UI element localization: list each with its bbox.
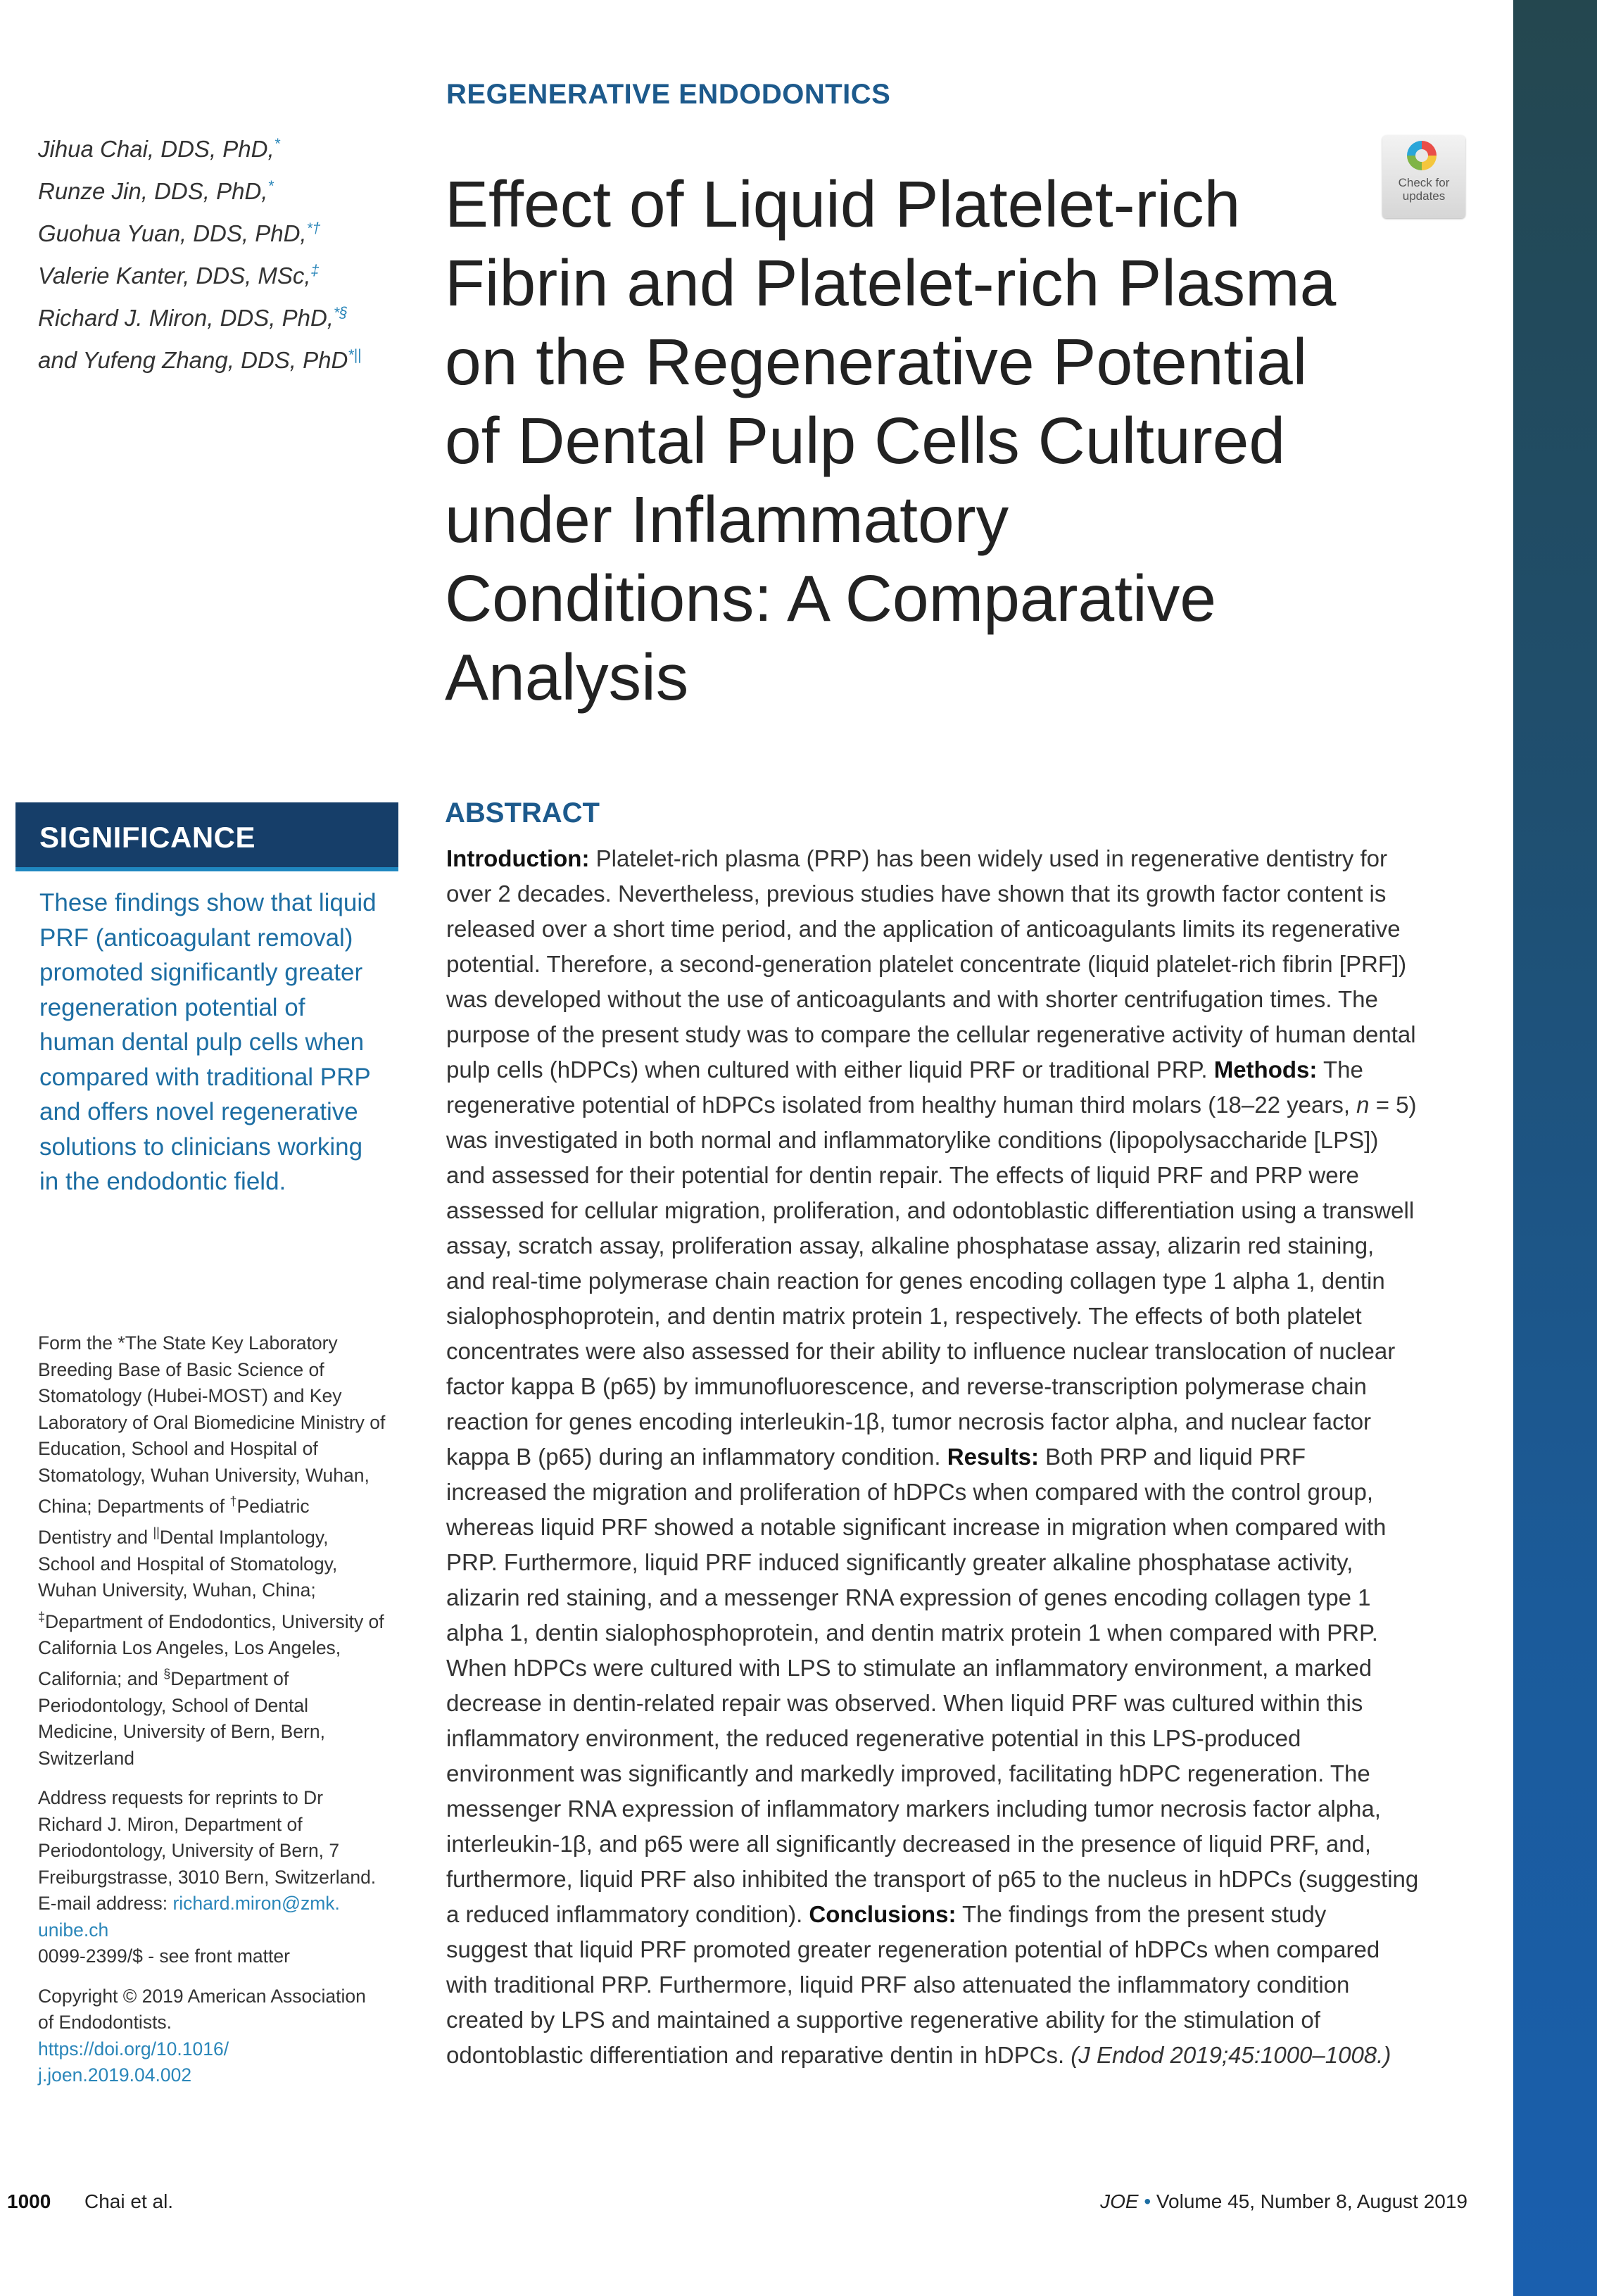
affiliation-text: Stomatology, Wuhan University, Wuhan, [38,1464,370,1486]
abstract-line [446,1967,1467,2002]
abstract-section-label: Methods: [1213,1056,1318,1083]
abstract-text: and assessed for their potential for dentin repair. The effects of liquid PRF and PRP were [446,1162,1359,1188]
title-line: Conditions: A Comparative [445,562,1216,636]
title-line: on the Regenerative Potential [445,325,1308,399]
abstract-line [446,1404,1467,1439]
abstract-italic: (J Endod 2019;45:1000–1008.) [1071,2042,1391,2068]
affiliation-text: Periodontology, University of Bern, 7 [38,1840,340,1862]
link-text[interactable]: j.joen.2019.04.002 [38,2064,192,2086]
abstract-text: assay, scratch assay, proliferation assay, alkaline phosphatase assay, alizarin red staining, [446,1232,1375,1259]
journal-name: JOE [1100,2190,1139,2212]
abstract-line [446,1087,1467,1123]
issue-info: Volume 45, Number 8, August 2019 [1156,2190,1467,2212]
affiliation-marker: *|| [348,347,362,363]
page-number: 1000 [7,2190,51,2212]
affiliation-text: Laboratory of Oral Biomedicine Ministry of [38,1411,386,1433]
abstract-text: potential. Therefore, a second-generation platelet concentrate (liquid platelet-rich fibrin [PRF]) [446,951,1407,977]
abstract-section-label: Conclusions: [809,1901,957,1927]
author-name: Valerie Kanter, DDS, MSc,‡ [38,263,320,289]
abstract-text: reaction for genes encoding interleukin-1β, tumor necrosis factor alpha, and nuclear factor [446,1408,1372,1434]
affiliation-line [38,1719,404,1746]
journal-color-band [1513,0,1597,2296]
affiliation-line [38,1489,404,1520]
affiliation-text: Education, School and Hospital of [38,1438,318,1459]
abstract-text: furthermore, liquid PRF also inhibited the transport of p65 to the nucleus in hDPCs (suggesting [446,1866,1419,1892]
journal-issue-line [1100,2190,1467,2213]
abstract-section-label: Introduction: [446,845,590,871]
abstract-line [446,1510,1467,1545]
title-line: of Dental Pulp Cells Cultured [445,404,1286,478]
link-text[interactable]: https://doi.org/10.1016/ [38,2038,229,2060]
check-for-updates-badge[interactable] [1382,135,1465,218]
abstract-heading: ABSTRACT [445,797,600,828]
abstract-line [446,1158,1467,1193]
title-line: Effect of Liquid Platelet-rich [445,168,1241,241]
affiliation-line [38,1330,404,1357]
badge-label: Check for updates [1398,176,1450,203]
author-list [38,125,418,379]
abstract-line [446,1827,1467,1862]
affiliation-text: Breeding Base of Basic Science of [38,1358,324,1380]
author-name: Jihua Chai, DDS, PhD,* [38,136,280,162]
affiliation-line [38,1983,404,2010]
abstract-text: suggest that liquid PRF promoted greater regeneration potential of hDPCs when compared [446,1936,1380,1962]
abstract-text: over 2 decades. Nevertheless, previous studies have shown that its growth factor content is [446,881,1387,907]
abstract-line [446,1862,1467,1897]
abstract-text: concentrates were also assessed for their ability to influence nuclear translocation of nuclear [446,1338,1396,1364]
abstract-section-label: Results: [947,1444,1039,1470]
abstract-line [446,1686,1467,1721]
affiliation-text: Dental Implantology, [159,1527,329,1548]
abstract-text: factor kappa B (p65) by immunofluorescence, and reverse-transcription polymerase chain [446,1373,1367,1399]
abstract-line [446,1263,1467,1299]
affiliation-line [38,1917,404,1944]
affiliation-marker: *§ [333,305,348,321]
affiliation-text: Address requests for reprints to Dr [38,1787,324,1809]
abstract-text: decrease in dentin-related repair was observed. When liquid PRF was cultured within this [446,1690,1363,1716]
abstract-text: alpha 1, dentin sialophosphoprotein, and dentin matrix protein 1 when compared with PRP. [446,1620,1378,1646]
affiliation-line [38,1551,404,1578]
affiliation-line [38,1746,404,1772]
abstract-text: assessed for cellular migration, proliferation, and odontoblastic differentiation using a transwell [446,1197,1415,1223]
affiliation-line [38,1785,404,1812]
abstract-line [446,2038,1467,2073]
affiliation-text: Copyright © 2019 American Association [38,1985,366,2007]
affiliation-marker: *† [306,220,321,236]
significance-line: and offers novel regenerative [39,1098,358,1125]
affiliation-text: Form the *The State Key Laboratory [38,1332,338,1354]
affiliation-text: Department of Endodontics, University of [45,1610,384,1632]
abstract-text: The findings from the present study [956,1901,1327,1927]
abstract-text: Both PRP and liquid PRF [1038,1444,1306,1470]
abstract-text: environment was significantly and markedly improved, facilitating hDPC regeneration. The [446,1760,1370,1786]
footnote-marker: ‡ [38,1609,46,1624]
abstract-text: When hDPCs were cultured with LPS to stimulate an inflammatory environment, a marked [446,1655,1372,1681]
abstract-text: alizarin red staining, and a messenger RNA expression of genes encoding collagen type 1 [446,1584,1371,1610]
abstract-line [446,1439,1467,1475]
significance-text [39,885,398,1199]
article-title [445,165,1360,717]
affiliation-line [38,1357,404,1384]
footnote-marker: § [163,1667,171,1682]
affiliation-line [38,1520,404,1551]
affiliation-text: E-mail address: [38,1893,173,1915]
abstract-line [446,1545,1467,1580]
affiliation-line [38,1661,404,1692]
abstract-text: inflammatory environment, the reduced regenerative potential in this LPS-produced [446,1725,1301,1751]
paragraph-gap [38,1970,404,1983]
significance-line: solutions to clinicians working [39,1133,363,1161]
affiliation-line [38,1865,404,1891]
link-text[interactable]: unibe.ch [38,1919,109,1941]
title-line: Analysis [445,641,689,714]
running-author: Chai et al. [84,2190,174,2212]
abstract-line [446,1721,1467,1756]
paragraph-gap [38,1772,404,1785]
affiliation-text: Periodontology, School of Dental [38,1694,309,1716]
affiliation-text: Richard J. Miron, Department of [38,1813,303,1835]
affiliation-line [38,2062,404,2089]
author-name: Guohua Yuan, DDS, PhD,*† [38,220,321,246]
abstract-line [446,1651,1467,1686]
significance-line: PRF (anticoagulant removal) [39,923,353,952]
significance-line: regeneration potential of [39,993,305,1021]
affiliation-line [38,1604,404,1635]
abstract-line [446,1791,1467,1827]
affiliation-line [38,1577,404,1604]
affiliation-marker: ‡ [310,263,320,279]
affiliation-line [38,1812,404,1838]
link-text[interactable]: richard.miron@zmk. [172,1893,340,1915]
affiliation-line [38,1463,404,1489]
abstract-line [446,1932,1467,1967]
abstract-line [446,1615,1467,1651]
abstract-text: kappa B (p65) during an inflammatory condition. [446,1444,947,1470]
affiliation-line [38,1383,404,1410]
abstract-text: The [1317,1056,1363,1083]
author-name: Runze Jin, DDS, PhD,* [38,178,274,204]
affiliation-line [38,1436,404,1463]
affiliation-text: Department of [170,1668,289,1690]
significance-heading: SIGNIFICANCE [39,821,256,854]
affiliation-text: Dentistry and [38,1527,153,1548]
abstract-text: created by LPS and maintained a supportive regenerative ability for the stimulation of [446,2007,1320,2033]
title-line: Fibrin and Platelet-rich Plasma [445,246,1337,320]
abstract-line [446,1580,1467,1615]
abstract-line [446,841,1467,876]
affiliation-line [38,2036,404,2063]
abstract-line [446,982,1467,1017]
significance-line: compared with traditional PRP [39,1063,371,1091]
footnote-marker: || [153,1525,160,1540]
abstract-text: purpose of the present study was to compare the cellular regenerative activity of human dental [446,1021,1416,1047]
affiliation-text: Freiburgstrasse, 3010 Bern, Switzerland. [38,1866,377,1888]
abstract-line [446,1123,1467,1158]
crossmark-icon [1407,141,1437,170]
affiliation-line [38,1943,404,1970]
title-line: under Inflammatory [445,483,1009,557]
abstract-line [446,876,1467,912]
affiliation-line [38,1635,404,1662]
affiliation-line [38,1410,404,1437]
abstract-line [446,1017,1467,1052]
abstract-line [446,947,1467,982]
abstract-text: pulp cells (hDPCs) when cultured with either liquid PRF or traditional PRP. [446,1056,1214,1083]
affiliation-text: Pediatric [236,1495,310,1517]
affiliation-text: Switzerland [38,1747,134,1769]
abstract-body [446,841,1467,2073]
abstract-line [446,1475,1467,1510]
significance-line: These findings show that liquid [39,889,377,916]
abstract-text: sialophosphoprotein, and dentin matrix protein 1, respectively. The effects of both platelet [446,1303,1362,1329]
affiliation-text: China; Departments of [38,1495,230,1517]
abstract-text: regenerative potential of hDPCs isolated from healthy human third molars (18–22 years, [446,1092,1357,1118]
abstract-line [446,1897,1467,1932]
significance-header [15,802,398,871]
abstract-text: odontoblastic differentiation and reparative dentin in hDPCs. [446,2042,1071,2068]
affiliation-text: Stomatology (Hubei-MOST) and Key [38,1385,342,1406]
significance-line: human dental pulp cells when [39,1028,365,1056]
abstract-line [446,1756,1467,1791]
author-name: Richard J. Miron, DDS, PhD,*§ [38,305,348,331]
affiliation-text: School and Hospital of Stomatology, [38,1553,338,1575]
affiliation-text: California; and [38,1668,164,1690]
affiliation-text: Wuhan University, Wuhan, China; [38,1579,316,1601]
abstract-text: increased the migration and proliferation of hDPCs when compared with the control group, [446,1479,1374,1505]
abstract-text: PRP. Furthermore, liquid PRF induced significantly greater alkaline phosphatase activity, [446,1549,1353,1575]
abstract-text: = 5) [1369,1092,1417,1118]
affiliation-line [38,1838,404,1865]
author-name: and Yufeng Zhang, DDS, PhD*|| [38,347,362,373]
footnote-marker: † [229,1494,237,1508]
abstract-text: was developed without the use of anticoagulants and with shorter centrifugation times. The [446,986,1378,1012]
abstract-line [446,1228,1467,1263]
abstract-line [446,2002,1467,2038]
affiliation-text: 0099-2399/$ - see front matter [38,1945,290,1967]
abstract-line [446,1052,1467,1087]
affiliation-text: California Los Angeles, Los Angeles, [38,1636,341,1658]
section-label: REGENERATIVE ENDODONTICS [446,79,891,110]
abstract-italic: n [1356,1092,1370,1118]
abstract-line [446,1369,1467,1404]
significance-line: in the endodontic field. [39,1168,286,1195]
affiliation-line [38,1891,404,1917]
affiliation-line [38,2010,404,2036]
abstract-text: messenger RNA expression of inflammatory markers including tumor necrosis factor alpha, [446,1796,1381,1822]
abstract-text: interleukin-1β, and p65 were all significantly decreased in the presence of liquid PRF, and, [446,1831,1372,1857]
affiliation-marker: * [267,178,274,194]
separator-dot: • [1144,2190,1151,2212]
abstract-text: and real-time polymerase chain reaction for genes encoding collagen type 1 alpha 1, dentin [446,1268,1385,1294]
abstract-text: with traditional PRP. Furthermore, liquid PRF also attenuated the inflammatory condition [446,1972,1350,1998]
abstract-text: released over a short time period, and the application of anticoagulants limits its regenerative [446,916,1401,942]
abstract-line [446,912,1467,947]
abstract-text: was investigated in both normal and inflammatorylike conditions (lipopolysaccharide [LPS]) [446,1127,1379,1153]
affiliation-text: of Endodontists. [38,2012,172,2033]
affiliation-line [38,1693,404,1720]
abstract-line [446,1334,1467,1369]
abstract-line [446,1193,1467,1228]
affiliation-marker: * [274,136,280,152]
affiliation-text: Medicine, University of Bern, Bern, [38,1721,325,1743]
significance-line: promoted significantly greater [39,959,363,986]
abstract-line [446,1299,1467,1334]
abstract-text: a reduced inflammatory condition). [446,1901,809,1927]
abstract-text: whereas liquid PRF showed a notable significant increase in migration when compared with [446,1514,1387,1540]
affiliation-block [38,1330,404,2089]
abstract-text: Platelet-rich plasma (PRP) has been widely used in regenerative dentistry for [589,845,1387,871]
